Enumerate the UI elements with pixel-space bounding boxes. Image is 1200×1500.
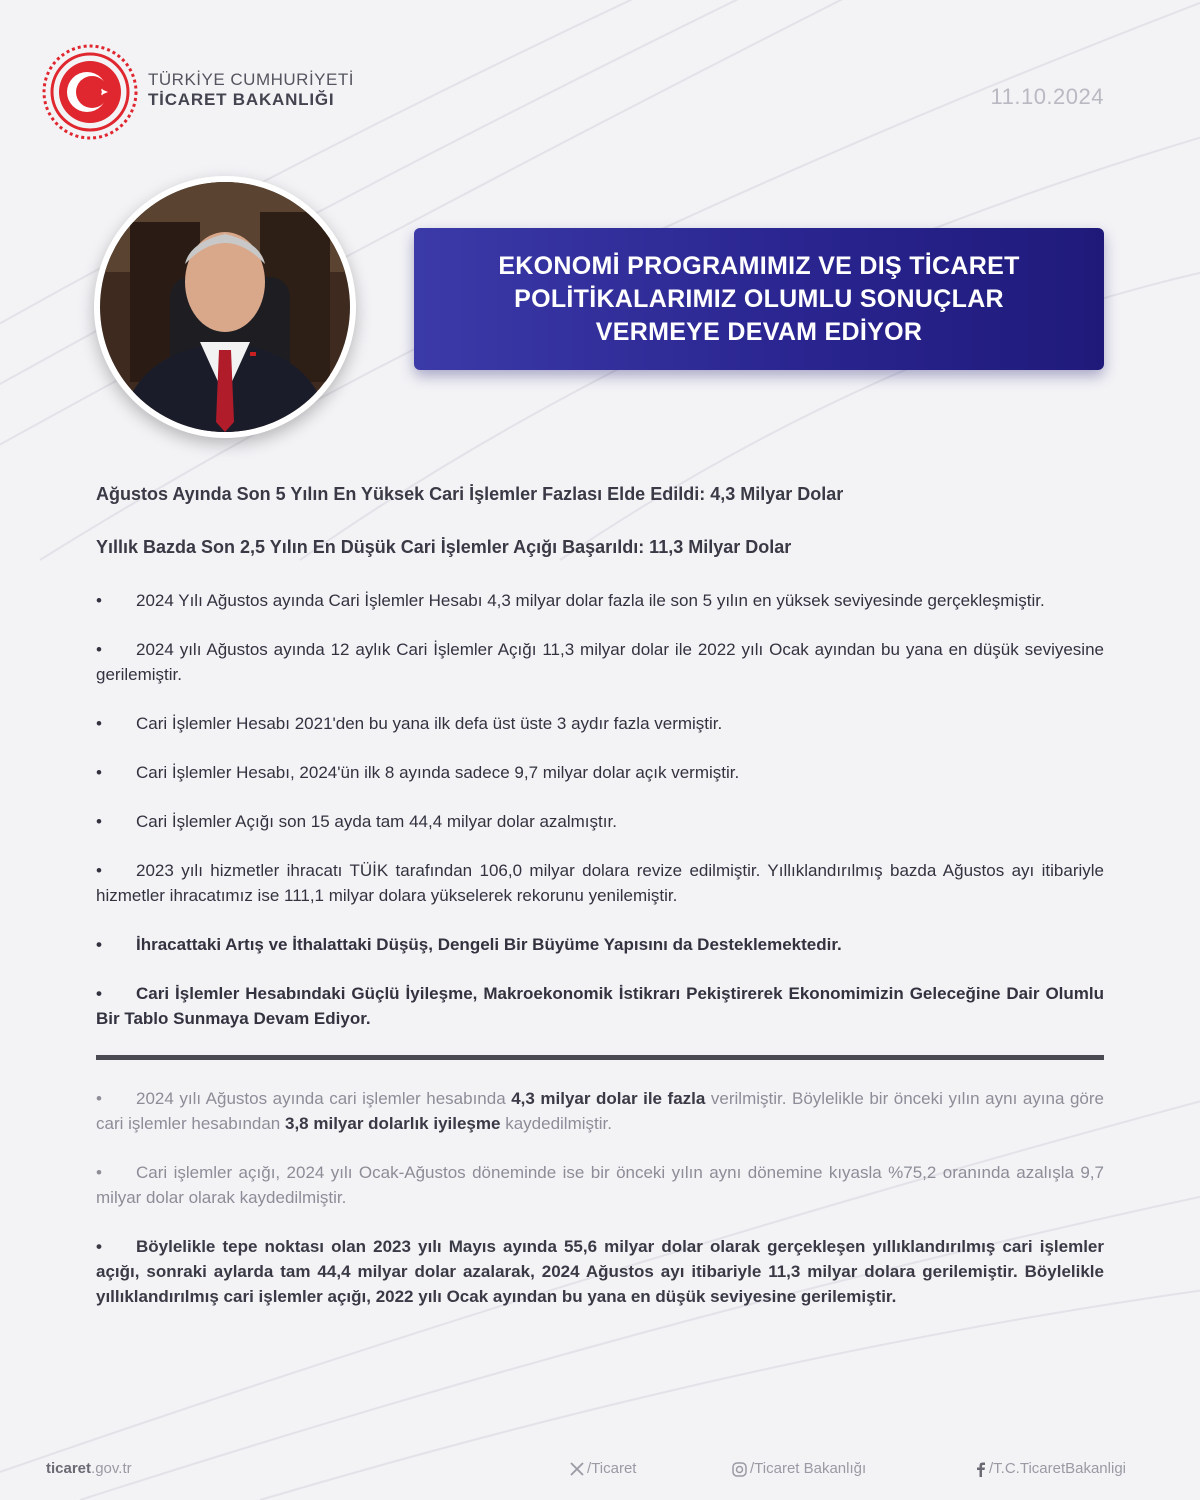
list-item-text: Cari İşlemler Hesabı 2021'den bu yana ilk defa üst üste 3 aydır fazla vermiştir. — [136, 714, 723, 733]
bullet: • — [96, 1237, 102, 1256]
detail-text: kaydedilmiştir. — [505, 1114, 612, 1133]
detail-text: Cari işlemler açığı, 2024 yılı Ocak-Ağustos döneminde ise bir önceki yılın aynı dönemine kıyasla %75,2 oranında azalışla 9,7 milyar dolar olarak kaydedilmiştir. — [96, 1163, 1104, 1207]
bullet: • — [96, 935, 102, 954]
instagram-icon — [732, 1462, 747, 1477]
footer-instagram-link[interactable] — [732, 1460, 866, 1477]
bullet: • — [96, 714, 102, 733]
ministry-logo-icon — [42, 44, 138, 140]
bullet: • — [96, 763, 102, 782]
list-item — [96, 588, 1104, 613]
headline-banner — [414, 228, 1104, 370]
detail-highlight: 3,8 milyar dolarlık iyileşme — [285, 1114, 501, 1133]
brand-line2: TİCARET BAKANLIĞI — [148, 89, 335, 109]
instagram-handle: /Ticaret Bakanlığı — [750, 1460, 867, 1477]
bullet: • — [96, 861, 102, 880]
list-item — [96, 932, 1104, 957]
minister-photo — [100, 182, 350, 432]
detail-text: verilmiştir. Böylelikle bir önceki yılın aynı ayına göre cari işlemler hesabından — [96, 1089, 1104, 1133]
bullet: • — [96, 984, 102, 1003]
footer-facebook-link[interactable] — [976, 1460, 1126, 1477]
list-item — [96, 981, 1104, 1031]
bullet: • — [96, 591, 102, 610]
bullet: • — [96, 1163, 102, 1182]
list-item-text: Cari İşlemler Hesabı, 2024'ün ilk 8 ayında sadece 9,7 milyar dolar açık vermiştir. — [136, 763, 740, 782]
detail-text: Böylelikle tepe noktası olan 2023 yılı Mayıs ayında 55,6 milyar dolar olarak gerçekleşen yıllıklandırılmış cari işlemler açığı, sonraki aylarda tam 44,4 milyar dolar azalarak, 2024 Ağustos ayı itibariyle 11,3 milyar dolara gerilemiştir. Böylelikle yıllıklandırılmış cari işlemler açığı, 2022 yılı Ocak ayından bu yana en düşük seviyesine gerilemiştir. — [96, 1237, 1104, 1306]
list-item — [96, 760, 1104, 785]
footer-x-link[interactable] — [570, 1460, 636, 1477]
site-bold: ticaret — [46, 1460, 92, 1477]
bullet: • — [96, 812, 102, 831]
release-date: 11.10.2024 — [990, 84, 1104, 109]
detail-highlight: 4,3 milyar dolar ile fazla — [511, 1089, 706, 1108]
list-item-text: 2023 yılı hizmetler ihracatı TÜİK tarafından 106,0 milyar dolara revize edilmiştir. Yıllıklandırılmış bazda Ağustos ayı itibariyle hizmetler ihracatımız ise 111,1 milyar dolara yükselerek rekorunu yenilemiştir. — [96, 861, 1104, 905]
facebook-icon — [976, 1462, 986, 1477]
x-handle: /Ticaret — [587, 1460, 637, 1477]
list-item-text: Cari İşlemler Hesabındaki Güçlü İyileşme, Makroekonomik İstikrarı Pekiştirerek Ekonomimizin Geleceğine Dair Olumlu Bir Tablo Sunmaya Devam Ediyor. — [96, 984, 1104, 1028]
facebook-handle: /T.C.TicaretBakanligi — [989, 1460, 1126, 1477]
detail-text: 2024 yılı Ağustos ayında cari işlemler hesabında — [136, 1089, 506, 1108]
subheading-1: Ağustos Ayında Son 5 Yılın En Yüksek Cari İşlemler Fazlası Elde Edildi: 4,3 Milyar Dolar — [96, 484, 844, 504]
list-item — [96, 858, 1104, 908]
list-item-text: İhracattaki Artış ve İthalattaki Düşüş, Dengeli Bir Büyüme Yapısını da Desteklemektedir. — [136, 935, 842, 954]
detail-paragraph — [96, 1234, 1104, 1309]
list-item-text: 2024 Yılı Ağustos ayında Cari İşlemler Hesabı 4,3 milyar dolar fazla ile son 5 yılın en yüksek seviyesinde gerçekleşmiştir. — [136, 591, 1045, 610]
ministry-name — [148, 70, 354, 109]
list-item — [96, 809, 1104, 834]
headline-title: EKONOMİ PROGRAMIMIZ VE DIŞ TİCARET POLİTİKALARIMIZ OLUMLU SONUÇLAR VERMEYE DEVAM EDİYOR — [498, 251, 1020, 346]
release-body — [96, 484, 1104, 1333]
footer-website[interactable] — [46, 1460, 132, 1477]
list-item — [96, 637, 1104, 687]
list-item-text: 2024 yılı Ağustos ayında 12 aylık Cari İşlemler Açığı 11,3 milyar dolar ile 2022 yılı Ocak ayından bu yana en düşük seviyesine gerilemiştir. — [96, 640, 1104, 684]
minister-portrait — [94, 176, 356, 438]
list-item — [96, 711, 1104, 736]
x-icon — [570, 1462, 584, 1476]
bullet: • — [96, 1089, 102, 1108]
detail-paragraph — [96, 1086, 1104, 1136]
subheading-2: Yıllık Bazda Son 2,5 Yılın En Düşük Cari İşlemler Açığı Başarıldı: 11,3 Milyar Dolar — [96, 537, 792, 557]
list-item-text: Cari İşlemler Açığı son 15 ayda tam 44,4 milyar dolar azalmıştır. — [136, 812, 617, 831]
brand-line1: TÜRKİYE CUMHURİYETİ — [148, 70, 354, 89]
section-divider — [96, 1055, 1104, 1060]
detail-paragraph — [96, 1160, 1104, 1210]
bullet: • — [96, 640, 102, 659]
site-rest: .gov.tr — [91, 1460, 132, 1477]
